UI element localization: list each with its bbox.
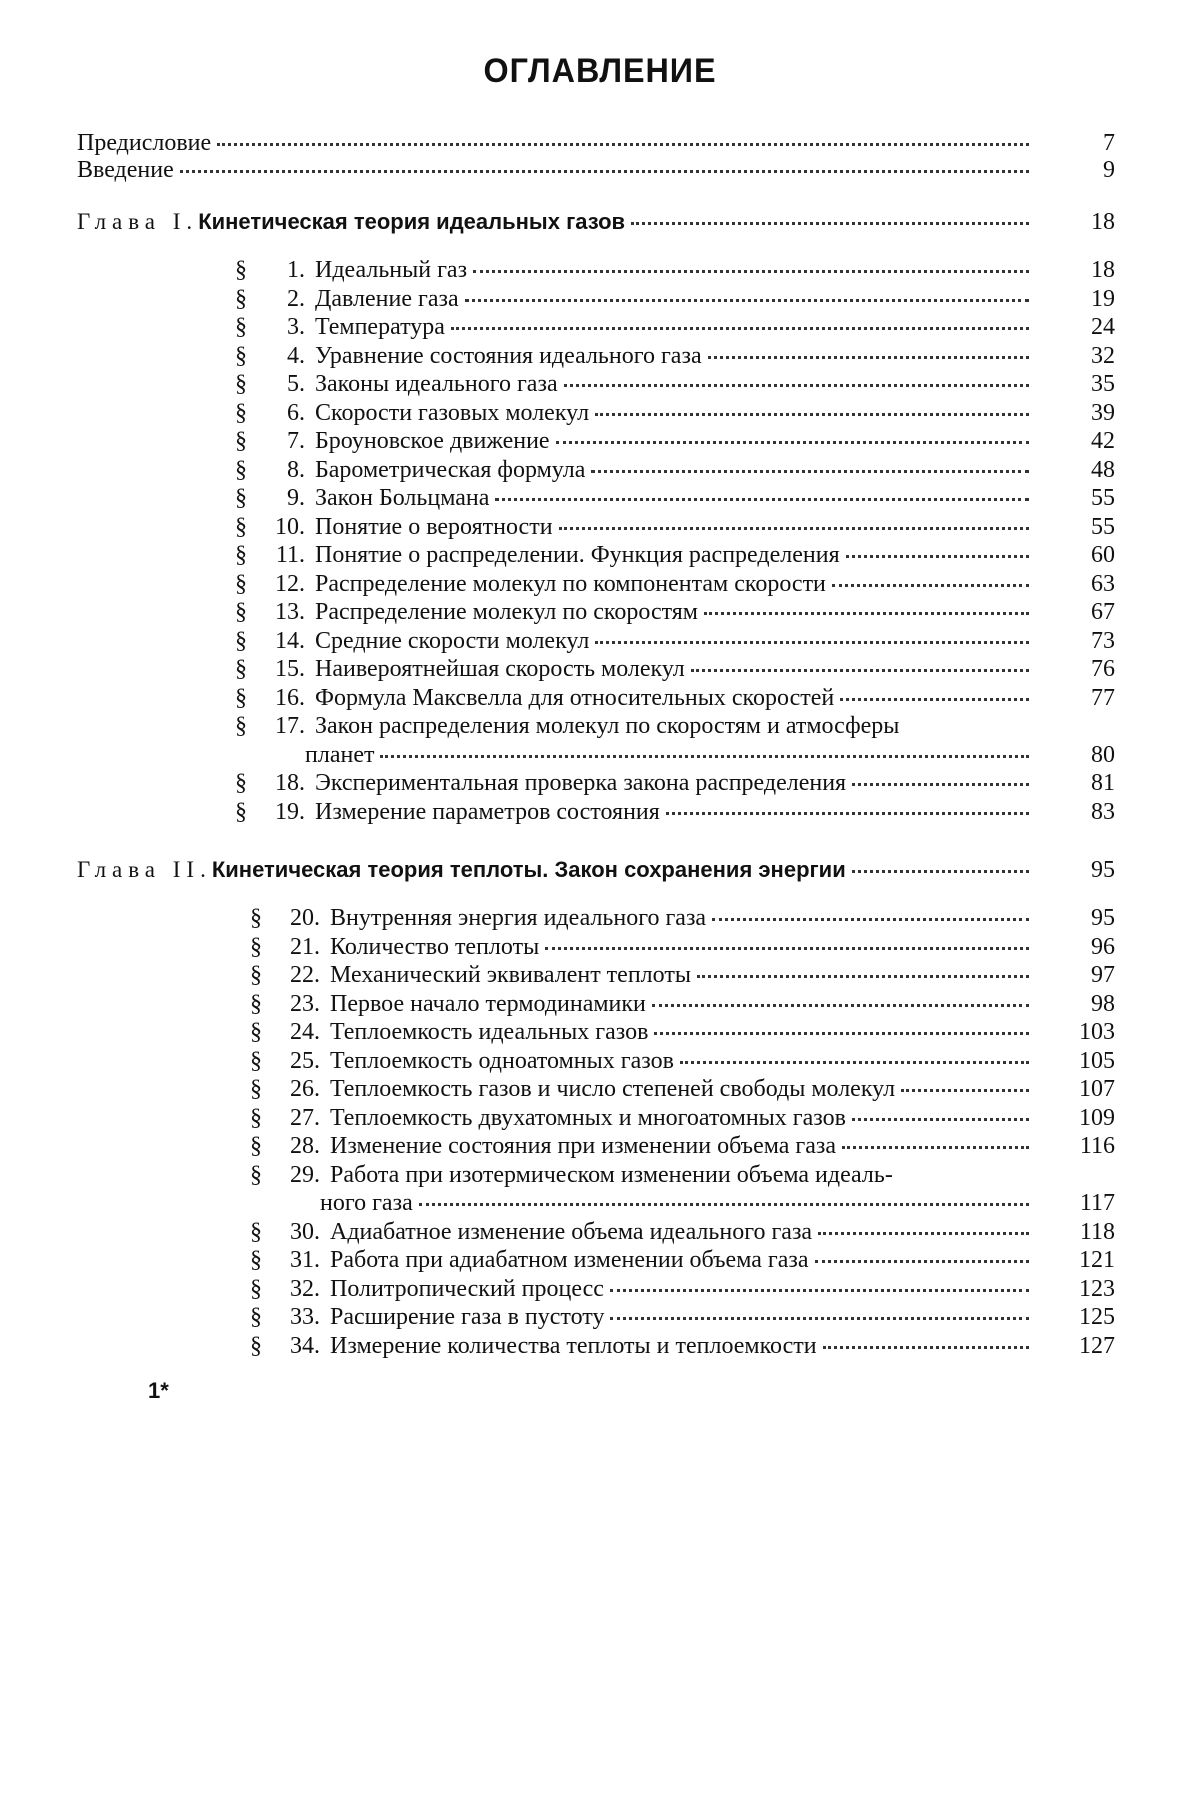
section-sign: §: [235, 656, 247, 682]
page-number: 103: [1079, 1019, 1115, 1045]
section-title: Внутренняя энергия идеального газа: [330, 905, 707, 931]
section-number: 5.: [287, 371, 305, 397]
page-number: 95: [1091, 857, 1115, 883]
page-number: 39: [1091, 399, 1115, 426]
chapter-title: Кинетическая теория теплоты. Закон сохранения энергии: [211, 857, 846, 882]
section-title: Механический эквивалент теплоты: [330, 962, 691, 988]
section-title: Теплоемкость одноатомных газов: [330, 1047, 674, 1074]
toc-entry: [235, 399, 1035, 427]
section-number: 18.: [275, 770, 305, 796]
chapter-label: Глава II.: [77, 857, 212, 882]
dot-leader: [556, 441, 1029, 444]
section-title: Уравнение состояния идеального газа: [315, 342, 702, 369]
page-number: 48: [1091, 456, 1115, 483]
toc-entry: [250, 933, 1035, 961]
section-sign: §: [250, 1218, 262, 1245]
toc-entry: [235, 684, 1035, 712]
page-number: 96: [1091, 933, 1115, 960]
section-title: Адиабатное изменение объема идеального газа: [330, 1218, 813, 1245]
section-title: Работа при адиабатном изменении объема газа: [330, 1247, 809, 1273]
page-number: 55: [1091, 513, 1115, 540]
toc-entry: [235, 655, 1035, 683]
section-number: 17.: [275, 713, 305, 739]
page-number: 73: [1091, 627, 1115, 654]
toc-entry: [250, 1132, 1035, 1160]
dot-leader: [901, 1089, 1029, 1092]
dot-leader: [852, 870, 1029, 873]
section-title: Изменение состояния при изменении объема газа: [330, 1133, 837, 1159]
section-title: Законы идеального газа: [315, 371, 558, 397]
section-number: 19.: [275, 798, 305, 825]
page-number: 63: [1091, 570, 1115, 597]
toc-entry: [235, 769, 1035, 797]
dot-leader: [380, 755, 1029, 758]
section-title: Расширение газа в пустоту: [330, 1304, 605, 1330]
section-sign: §: [250, 1019, 262, 1045]
section-number: 8.: [287, 456, 305, 483]
section-number: 29.: [290, 1161, 320, 1188]
toc-entry: [250, 1161, 893, 1189]
section-title: Броуновское движение: [315, 428, 550, 454]
dot-leader: [465, 299, 1029, 302]
toc-entry: [250, 990, 1035, 1018]
section-title: Идеальный газ: [315, 257, 468, 283]
section-title: Температура: [315, 314, 445, 340]
page-number: 98: [1091, 990, 1115, 1017]
signature-mark: 1*: [148, 1378, 169, 1403]
section-title: Барометрическая формула: [315, 456, 586, 483]
section-title: Политропический процесс: [330, 1275, 604, 1302]
dot-leader: [840, 698, 1029, 701]
section-title: Закон Больцмана: [315, 485, 490, 511]
section-number: 14.: [275, 627, 305, 654]
page-number: 7: [1103, 130, 1115, 156]
section-number: 15.: [275, 656, 305, 682]
page-number: 81: [1091, 770, 1115, 796]
page-number: 123: [1079, 1275, 1115, 1302]
page-number: 18: [1091, 209, 1115, 235]
dot-leader: [591, 470, 1029, 473]
toc-entry: [235, 541, 1035, 569]
section-number: 16.: [275, 684, 305, 711]
page-number: 42: [1091, 428, 1115, 454]
page-number: 118: [1079, 1218, 1115, 1245]
page-number: 83: [1091, 798, 1115, 825]
section-sign: §: [235, 570, 247, 597]
section-number: 12.: [275, 570, 305, 597]
section-sign: §: [235, 627, 247, 654]
section-number: 30.: [290, 1218, 320, 1245]
section-number: 28.: [290, 1133, 320, 1159]
section-title: Теплоемкость двухатомных и многоатомных газов: [330, 1104, 846, 1131]
section-title: Закон распределения молекул по скоростям и атмосферы: [315, 713, 900, 739]
section-sign: §: [235, 428, 247, 454]
dot-leader: [691, 669, 1029, 672]
toc-entry: [235, 370, 1035, 398]
section-number: 9.: [287, 485, 305, 511]
dot-leader: [823, 1346, 1029, 1349]
section-sign: §: [250, 962, 262, 988]
section-sign: §: [235, 684, 247, 711]
section-sign: §: [235, 314, 247, 340]
dot-leader: [217, 143, 1029, 146]
section-number: 4.: [287, 342, 305, 369]
toc-entry-continued: [235, 741, 1035, 769]
toc-entry-continued: [250, 1189, 1035, 1217]
section-title: Наивероятнейшая скорость молекул: [315, 656, 685, 682]
section-sign: §: [250, 1247, 262, 1273]
chapter-label: Глава I.: [77, 209, 199, 234]
section-number: 34.: [290, 1332, 320, 1359]
section-number: 22.: [290, 962, 320, 988]
dot-leader: [610, 1317, 1029, 1320]
dot-leader: [680, 1061, 1029, 1064]
toc-entry: [77, 129, 1035, 157]
dot-leader: [818, 1232, 1029, 1235]
dot-leader: [704, 612, 1029, 615]
section-number: 24.: [290, 1019, 320, 1045]
section-number: 7.: [287, 428, 305, 454]
toc-entry: [235, 313, 1035, 341]
dot-leader: [712, 918, 1029, 921]
section-title: Распределение молекул по скоростям: [315, 599, 698, 625]
section-sign: §: [250, 1104, 262, 1131]
section-title: Измерение параметров состояния: [315, 798, 660, 825]
chapter-title: Кинетическая теория идеальных газов: [198, 209, 626, 234]
dot-leader: [610, 1289, 1029, 1292]
section-title: Экспериментальная проверка закона распределения: [315, 770, 847, 796]
toc-entry: [235, 427, 1035, 455]
page-number: 9: [1103, 157, 1115, 183]
section-sign: §: [250, 933, 262, 960]
section-number: 10.: [275, 513, 305, 540]
dot-leader: [564, 384, 1029, 387]
dot-leader: [495, 498, 1029, 501]
chapter-heading: [77, 208, 1035, 236]
dot-leader: [654, 1032, 1029, 1035]
section-title-continued: планет: [305, 741, 375, 768]
section-title: Средние скорости молекул: [315, 627, 590, 654]
dot-leader: [708, 356, 1029, 359]
section-sign: §: [235, 513, 247, 540]
section-sign: §: [250, 1076, 262, 1102]
page-number: 18: [1091, 257, 1115, 283]
toc-entry: [235, 456, 1035, 484]
page-number: 125: [1079, 1304, 1115, 1330]
section-title: Первое начало термодинамики: [330, 990, 646, 1017]
toc-entry: [250, 1075, 1035, 1103]
dot-leader: [180, 170, 1029, 173]
page-number: 60: [1091, 542, 1115, 568]
section-title: Измерение количества теплоты и теплоемкости: [330, 1332, 817, 1359]
toc-entry: [235, 570, 1035, 598]
dot-leader: [832, 584, 1029, 587]
toc-entry: [235, 256, 1035, 284]
section-number: 31.: [290, 1247, 320, 1273]
dot-leader: [451, 327, 1029, 330]
dot-leader: [852, 1118, 1029, 1121]
section-title: Скорости газовых молекул: [315, 399, 590, 426]
page-number: 105: [1079, 1047, 1115, 1074]
toc-entry: [250, 1218, 1035, 1246]
toc-entry: [235, 513, 1035, 541]
section-sign: §: [235, 770, 247, 796]
section-number: 23.: [290, 990, 320, 1017]
section-number: 21.: [290, 933, 320, 960]
page-number: 116: [1079, 1133, 1115, 1159]
dot-leader: [666, 812, 1029, 815]
toc-entry: [250, 1018, 1035, 1046]
section-number: 33.: [290, 1304, 320, 1330]
page-number: 19: [1091, 285, 1115, 312]
section-number: 3.: [287, 314, 305, 340]
page-number: 67: [1091, 599, 1115, 625]
section-sign: §: [250, 1161, 262, 1188]
section-title-continued: ного газа: [320, 1190, 413, 1216]
section-number: 32.: [290, 1275, 320, 1302]
page-number: 76: [1091, 656, 1115, 682]
section-sign: §: [250, 905, 262, 931]
section-sign: §: [235, 456, 247, 483]
page-number: 32: [1091, 342, 1115, 369]
entry-title: Предисловие: [77, 130, 212, 156]
toc-entry: [235, 598, 1035, 626]
toc-entry: [235, 627, 1035, 655]
dot-leader: [652, 1004, 1029, 1007]
toc-entry: [235, 285, 1035, 313]
page-number: 107: [1079, 1076, 1115, 1102]
page-number: 35: [1091, 371, 1115, 397]
page-number: 24: [1091, 314, 1115, 340]
section-sign: §: [250, 1047, 262, 1074]
section-title: Работа при изотермическом изменении объема идеаль-: [330, 1161, 893, 1188]
dot-leader: [697, 975, 1029, 978]
section-number: 27.: [290, 1104, 320, 1131]
section-sign: §: [235, 599, 247, 625]
section-number: 26.: [290, 1076, 320, 1102]
section-sign: §: [235, 713, 247, 739]
section-sign: §: [250, 1275, 262, 1302]
section-sign: §: [235, 285, 247, 312]
section-sign: §: [235, 257, 247, 283]
dot-leader: [595, 641, 1029, 644]
toc-entry: [250, 961, 1035, 989]
dot-leader: [559, 527, 1029, 530]
dot-leader: [419, 1203, 1029, 1206]
page-number: 55: [1091, 485, 1115, 511]
toc-entry: [235, 798, 1035, 826]
section-number: 11.: [275, 542, 305, 568]
dot-leader: [595, 413, 1029, 416]
page-number: 95: [1091, 905, 1115, 931]
section-number: 1.: [287, 257, 305, 283]
page-number: 77: [1091, 684, 1115, 711]
toc-entry: [77, 156, 1035, 184]
page-number: 127: [1079, 1332, 1115, 1359]
dot-leader: [473, 270, 1029, 273]
section-sign: §: [235, 342, 247, 369]
dot-leader: [631, 222, 1029, 225]
section-number: 13.: [275, 599, 305, 625]
toc-entry: [250, 1246, 1035, 1274]
section-number: 6.: [287, 399, 305, 426]
page-number: 97: [1091, 962, 1115, 988]
toc-entry: [250, 904, 1035, 932]
section-sign: §: [250, 1304, 262, 1330]
chapter-heading: [77, 856, 1035, 884]
section-sign: §: [235, 542, 247, 568]
toc-entry: [250, 1332, 1035, 1360]
page-number: 121: [1079, 1247, 1115, 1273]
toc-entry: [250, 1275, 1035, 1303]
section-title: Распределение молекул по компонентам скорости: [315, 570, 826, 597]
dot-leader: [545, 947, 1029, 950]
dot-leader: [815, 1260, 1029, 1263]
section-title: Понятие о распределении. Функция распределения: [315, 542, 840, 568]
dot-leader: [852, 783, 1029, 786]
section-number: 20.: [290, 905, 320, 931]
toc-entry: [250, 1104, 1035, 1132]
page-number: 109: [1079, 1104, 1115, 1131]
page-number: 117: [1079, 1190, 1115, 1216]
section-sign: §: [250, 1332, 262, 1359]
toc-entry: [235, 342, 1035, 370]
section-sign: §: [250, 990, 262, 1017]
section-sign: §: [250, 1133, 262, 1159]
toc-entry: [235, 712, 899, 740]
section-title: Давление газа: [315, 285, 459, 312]
section-sign: §: [235, 798, 247, 825]
toc-entry: [250, 1047, 1035, 1075]
section-title: Теплоемкость идеальных газов: [330, 1019, 649, 1045]
section-title: Формула Максвелла для относительных скоростей: [315, 684, 835, 711]
section-sign: §: [235, 485, 247, 511]
toc-entry: [250, 1303, 1035, 1331]
dot-leader: [842, 1146, 1029, 1149]
entry-title: Введение: [77, 157, 174, 183]
dot-leader: [846, 555, 1029, 558]
section-title: Понятие о вероятности: [315, 513, 553, 540]
toc-entry: [235, 484, 1035, 512]
section-number: 25.: [290, 1047, 320, 1074]
section-title: Теплоемкость газов и число степеней свободы молекул: [330, 1076, 896, 1102]
section-number: 2.: [287, 285, 305, 312]
section-sign: §: [235, 371, 247, 397]
section-title: Количество теплоты: [330, 933, 540, 960]
section-sign: §: [235, 399, 247, 426]
page-number: 80: [1091, 741, 1115, 768]
page-title: ОГЛАВЛЕНИЕ: [483, 52, 717, 90]
